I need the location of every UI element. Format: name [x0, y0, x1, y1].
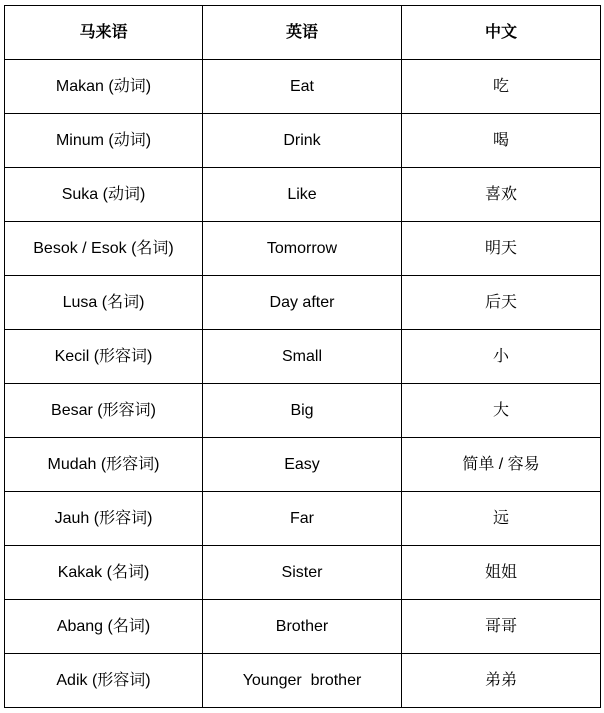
cell-english: Tomorrow [203, 222, 402, 276]
cell-chinese: 大 [402, 384, 601, 438]
cell-chinese: 远 [402, 492, 601, 546]
header-malay: 马来语 [5, 6, 203, 60]
vocabulary-table [4, 5, 601, 708]
header-chinese: 中文 [402, 6, 601, 60]
cell-chinese: 喜欢 [402, 168, 601, 222]
cell-malay: Makan (动词) [5, 60, 203, 114]
table-row [5, 438, 601, 492]
cell-english: Small [203, 330, 402, 384]
table-row [5, 168, 601, 222]
cell-chinese: 简单 / 容易 [402, 438, 601, 492]
cell-chinese: 小 [402, 330, 601, 384]
cell-malay: Lusa (名词) [5, 276, 203, 330]
cell-english: Drink [203, 114, 402, 168]
cell-malay: Besar (形容词) [5, 384, 203, 438]
cell-malay: Mudah (形容词) [5, 438, 203, 492]
cell-malay: Kecil (形容词) [5, 330, 203, 384]
table-row [5, 492, 601, 546]
cell-chinese: 明天 [402, 222, 601, 276]
table-row [5, 330, 601, 384]
cell-english: Big [203, 384, 402, 438]
cell-malay: Besok / Esok (名词) [5, 222, 203, 276]
table-row [5, 114, 601, 168]
cell-malay: Suka (动词) [5, 168, 203, 222]
cell-english: Day after [203, 276, 402, 330]
table-row [5, 222, 601, 276]
table-row [5, 600, 601, 654]
cell-chinese: 后天 [402, 276, 601, 330]
table-row [5, 546, 601, 600]
cell-malay: Minum (动词) [5, 114, 203, 168]
cell-english: Like [203, 168, 402, 222]
cell-english: Brother [203, 600, 402, 654]
table-row [5, 60, 601, 114]
table-row [5, 276, 601, 330]
cell-malay: Kakak (名词) [5, 546, 203, 600]
cell-english: Eat [203, 60, 402, 114]
table-header-row [5, 6, 601, 60]
cell-english: Sister [203, 546, 402, 600]
cell-english: Far [203, 492, 402, 546]
cell-chinese: 喝 [402, 114, 601, 168]
cell-chinese: 弟弟 [402, 654, 601, 708]
table-row [5, 654, 601, 708]
header-english: 英语 [203, 6, 402, 60]
cell-chinese: 姐姐 [402, 546, 601, 600]
cell-malay: Abang (名词) [5, 600, 203, 654]
cell-malay: Jauh (形容词) [5, 492, 203, 546]
table-row [5, 384, 601, 438]
cell-malay: Adik (形容词) [5, 654, 203, 708]
cell-chinese: 吃 [402, 60, 601, 114]
cell-chinese: 哥哥 [402, 600, 601, 654]
cell-english: Easy [203, 438, 402, 492]
cell-english: Younger brother [203, 654, 402, 708]
vocabulary-table-container [4, 5, 601, 708]
